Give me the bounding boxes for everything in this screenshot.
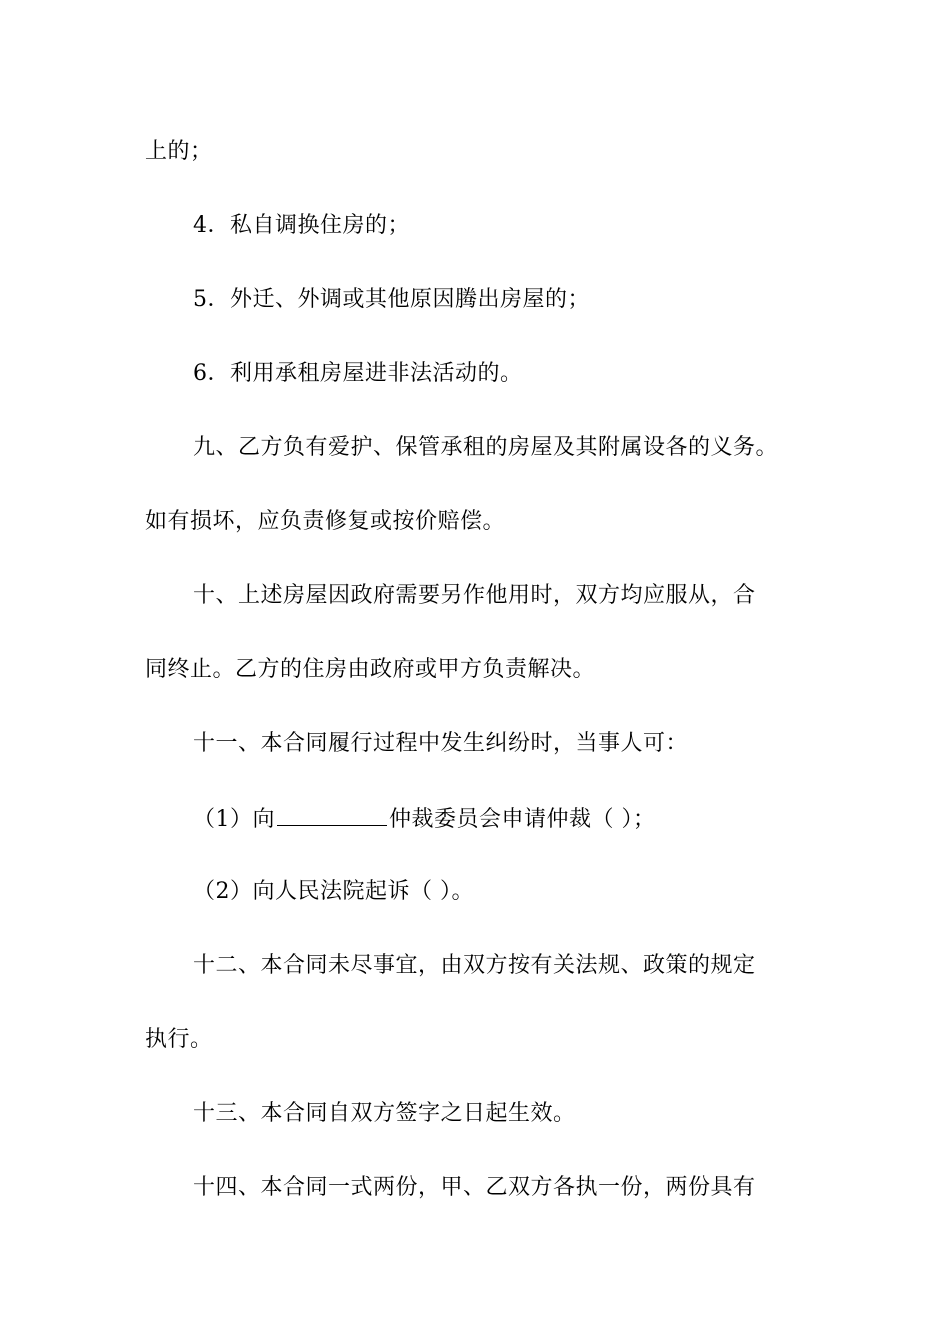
clause-nine-continued: 如有损坏，应负责修复或按价赔偿。 [145, 509, 506, 534]
clause-twelve: 十二、本合同未尽事宜，由双方按有关法规、政策的规定 [193, 953, 756, 978]
arbitration-blank [277, 803, 387, 826]
clause-thirteen: 十三、本合同自双方签字之日起生效。 [193, 1101, 576, 1126]
clause-eleven-option-1 [193, 803, 873, 835]
clause-eleven: 十一、本合同履行过程中发生纠纷时，当事人可： [193, 731, 689, 756]
clause-item-4: 4．私自调换住房的； [193, 213, 410, 238]
clause-item-5: 5．外迁、外调或其他原因腾出房屋的； [193, 287, 590, 312]
clause-item-6: 6．利用承租房屋进非法活动的。 [193, 361, 523, 386]
clause-nine: 九、乙方负有爱护、保管承租的房屋及其附属设各的义务。 [193, 435, 779, 460]
clause-ten-continued: 同终止。乙方的住房由政府或甲方负责解决。 [145, 657, 596, 682]
option-1-suffix: 仲裁委员会申请仲裁（ ）； [389, 807, 656, 832]
clause-ten: 十、上述房屋因政府需要另作他用时，双方均应服从，合 [193, 583, 756, 608]
option-1-prefix: （1）向 [193, 807, 275, 832]
text-line: 上的； [145, 139, 213, 164]
clause-eleven-option-2: （2）向人民法院起诉（ ）。 [193, 879, 474, 904]
clause-twelve-continued: 执行。 [145, 1027, 213, 1052]
clause-fourteen: 十四、本合同一式两份，甲、乙双方各执一份，两份具有 [193, 1175, 756, 1200]
